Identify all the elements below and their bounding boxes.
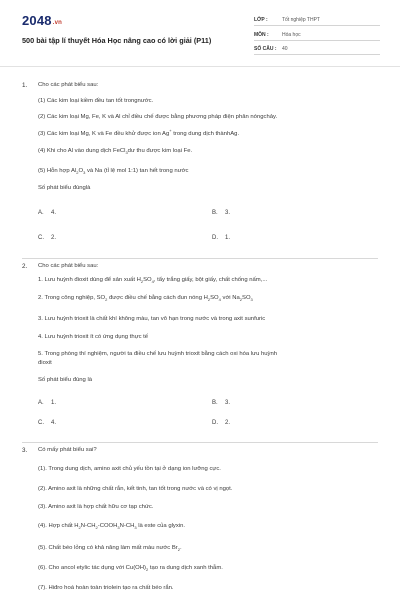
meta-label: SỐ CÂU : bbox=[254, 46, 277, 52]
statement-line: đioxit bbox=[38, 360, 52, 366]
meta-label: MÔN : bbox=[254, 32, 269, 38]
statement-line: 2. Trong công nghiệp, $SO_2$ được điều chế bằng cách đun nóng $H_2SO_4$ với $Na_2SO_3$ bbox=[38, 295, 253, 303]
option-letter: A. bbox=[38, 210, 44, 216]
option-letter: B. bbox=[212, 400, 218, 406]
statement-line: (6). Cho ancol etylic tác dụng với $Cu(OH)_2$ tạo ra dung dịch xanh thẫm. bbox=[38, 565, 223, 573]
statement-line: 1. Lưu huỳnh đioxit dùng để sản xuất $H_2SO_4$, tẩy trắng giấy, bột giấy, chất chống nấm,... bbox=[38, 277, 268, 285]
option-letter: C. bbox=[38, 420, 44, 426]
meta-class bbox=[254, 14, 380, 26]
statement-line: (7). Hiđro hoá hoàn toàn triolein tạo ra chất béo rắn. bbox=[38, 585, 174, 591]
meta-value: Tốt nghiệp THPT bbox=[282, 17, 320, 23]
option-text: 3. bbox=[225, 210, 231, 216]
answer-option[interactable] bbox=[212, 420, 230, 426]
statement-line: 4. Lưu huỳnh trioxit ít có ứng dụng thực tế bbox=[38, 334, 149, 340]
document-header bbox=[0, 0, 400, 62]
answer-option[interactable] bbox=[212, 400, 230, 406]
question-divider bbox=[22, 442, 378, 443]
option-text: 1. bbox=[225, 235, 231, 241]
statement-line: (5) Hỗn hợp $Al_2O_3$ và Na (tỉ lệ mol 1:1) tan hết trong nước bbox=[38, 168, 189, 176]
statement-line: 5. Trong phòng thí nghiệm, người ta điều chế lưu huỳnh trioxit bằng cách oxi hóa lưu huỳnh bbox=[38, 351, 278, 357]
question-stem: Cho các phát biểu sau: bbox=[38, 263, 99, 269]
site-logo[interactable] bbox=[22, 13, 62, 28]
question-number: 3. bbox=[22, 447, 28, 454]
option-letter: A. bbox=[38, 400, 44, 406]
option-letter: D. bbox=[212, 235, 218, 241]
statement-line: (4). Hợp chất $H_2N-CH_2-COOH_3N-CH_3$ là este của glyxin. bbox=[38, 523, 186, 531]
option-letter: C. bbox=[38, 235, 44, 241]
option-text: 1. bbox=[51, 400, 57, 406]
question-divider bbox=[22, 258, 378, 259]
statement-line: (3) Các kim loại Mg, K và Fe đều khử được ion Ag+ trong dung dịch thànhAg. bbox=[38, 128, 240, 137]
meta-value: Hóa học bbox=[282, 32, 301, 38]
answer-option[interactable] bbox=[38, 210, 56, 216]
option-text: 2. bbox=[225, 420, 231, 426]
option-text: 4. bbox=[51, 210, 57, 216]
statement-line: (1) Các kim loại kiềm đều tan tốt trongnước. bbox=[38, 98, 154, 104]
option-letter: B. bbox=[212, 210, 218, 216]
option-text: 4. bbox=[51, 420, 57, 426]
meta-value: 40 bbox=[282, 46, 288, 52]
question-prompt: Số phát biểu đúnglà bbox=[38, 185, 91, 191]
answer-option[interactable] bbox=[38, 400, 56, 406]
meta-question-count bbox=[254, 43, 380, 55]
statement-line: (2). Amino axit là những chất rắn, kết tinh, tan tốt trong nước và có vị ngọt. bbox=[38, 486, 233, 492]
question-stem: Cho các phát biểu sau: bbox=[38, 82, 99, 88]
statement-line: (2) Các kim loại Mg, Fe, K và Al chỉ điều chế được bằng phương pháp điện phân nóngchảy. bbox=[38, 114, 278, 120]
statement-line: (3). Amino axit là hợp chất hữu cơ tạp chức. bbox=[38, 504, 154, 510]
statement-line: (5). Chất béo lỏng có khả năng làm mất màu nước $Br_2$. bbox=[38, 545, 182, 553]
answer-option[interactable] bbox=[212, 210, 230, 216]
question-stem: Có mấy phát biểu sai? bbox=[38, 447, 97, 453]
option-text: 2. bbox=[51, 235, 57, 241]
meta-subject bbox=[254, 29, 380, 41]
statement-line: 3. Lưu huỳnh trioxit là chất khí không màu, tan vô hạn trong nước và trong axit sunfuric bbox=[38, 316, 266, 322]
answer-option[interactable] bbox=[212, 235, 230, 241]
option-letter: D. bbox=[212, 420, 218, 426]
question-prompt: Số phát biểu đúng là bbox=[38, 377, 93, 383]
statement-line: (4) Khi cho Al vào dung dịch FeCl$_3$dư thu được kim loại Fe. bbox=[38, 148, 193, 156]
option-text: 3. bbox=[225, 400, 231, 406]
question-number: 1. bbox=[22, 82, 28, 89]
header-divider bbox=[0, 66, 400, 67]
question-number: 2. bbox=[22, 263, 28, 270]
answer-option[interactable] bbox=[38, 235, 56, 241]
document-title: 500 bài tập lí thuyết Hóa Học nâng cao có lời giải (P11) bbox=[22, 36, 212, 45]
meta-label: LỚP : bbox=[254, 17, 268, 23]
logo-domain: .vn bbox=[52, 20, 63, 26]
answer-option[interactable] bbox=[38, 420, 56, 426]
logo-text: 2048 bbox=[22, 13, 52, 28]
statement-line: (1). Trong dung dịch, amino axit chủ yếu tồn tại ở dạng ion lưỡng cực. bbox=[38, 466, 221, 472]
